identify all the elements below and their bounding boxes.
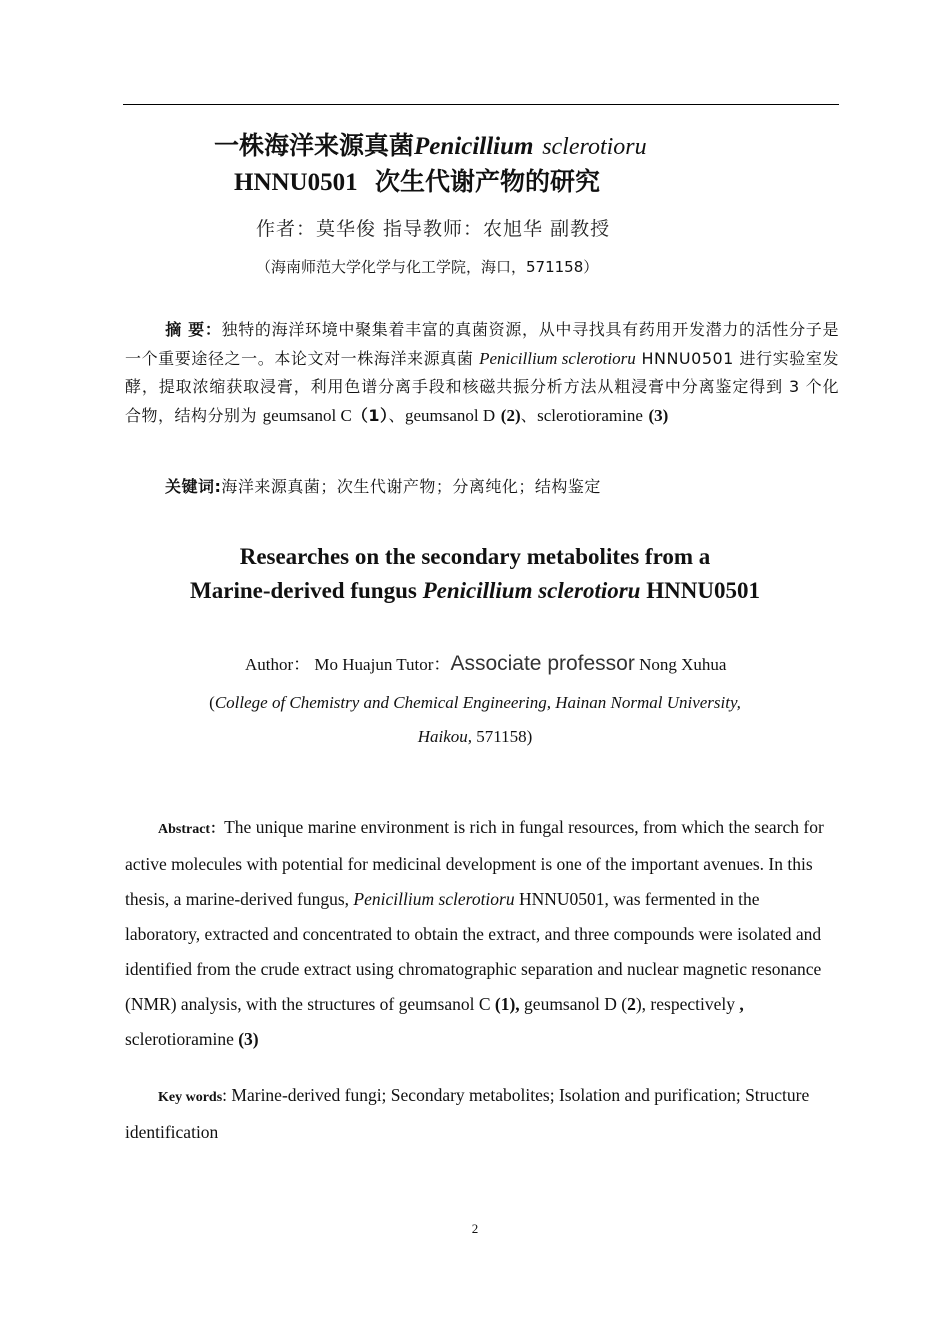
keywords-cn-text: 海洋来源真菌；次生代谢产物；分离纯化；结构鉴定 xyxy=(221,477,601,496)
abstract-en xyxy=(125,810,839,1057)
abstract-cn-species: Penicillium sclerotioru xyxy=(479,348,636,368)
header-rule xyxy=(123,104,839,105)
page-number: 2 xyxy=(471,1221,479,1236)
compound-3-num: (3) xyxy=(238,1029,259,1049)
abstract-en-species: Penicillium sclerotioru xyxy=(353,889,515,909)
compound-1: geumsanol C xyxy=(262,405,352,425)
author-en xyxy=(245,650,726,676)
title-cn-text2: 次生代谢产物的研究 xyxy=(375,167,601,196)
affiliation-en-city: Haikou, xyxy=(417,727,472,746)
compound-1-num: （1） xyxy=(351,405,389,425)
sep: 、 xyxy=(388,405,405,425)
title-cn-species: Penicillium xyxy=(414,133,534,160)
keywords-cn xyxy=(165,474,601,497)
keywords-en xyxy=(125,1078,839,1150)
keywords-en-label: Key words xyxy=(158,1090,223,1105)
author-en-text: Author： Mo Huajun Tutor： xyxy=(245,655,451,674)
paren: ( xyxy=(209,693,215,712)
compound-3-num: (3) xyxy=(648,405,669,425)
compound-2: geumsanol D xyxy=(405,405,496,425)
abstract-cn-text1: 独特的海洋环境中聚集着丰富的真菌资源，从中寻找具有药用开发潜力的活性分子是一个重要途径之一。本论文对一株海洋来源真菌 xyxy=(125,320,839,368)
abstract-en-text: sclerotioramine xyxy=(125,1029,239,1049)
compound-3: sclerotioramine xyxy=(537,405,643,425)
title-en-line2 xyxy=(0,574,950,608)
title-en-text: Marine-derived fungus xyxy=(190,578,423,603)
title-cn-strain: HNNU0501 xyxy=(234,169,358,196)
tutor-title: Associate professor xyxy=(450,652,635,675)
title-en-strain: HNNU0501 xyxy=(640,578,760,603)
title-cn-text: 一株海洋来源真菌 xyxy=(214,131,415,160)
title-cn-species2: sclerotioru xyxy=(542,134,647,160)
title-en xyxy=(0,540,950,608)
abstract-en-label: Abstract： xyxy=(158,822,225,837)
sep: 、 xyxy=(520,405,538,425)
affiliation-en-zip: 571158) xyxy=(472,727,533,746)
author-cn: 作者：莫华俊 指导教师：农旭华 副教授 xyxy=(256,218,611,240)
comma: , xyxy=(739,994,744,1014)
affiliation-en xyxy=(0,686,950,754)
keywords-en-text: : Marine-derived fungi; Secondary metabolites; Isolation and purification; Structure identification xyxy=(125,1085,810,1142)
affiliation-en-line1: College of Chemistry and Chemical Engineering, Hainan Normal University, xyxy=(214,693,741,712)
compound-1-num: (1), xyxy=(494,994,520,1014)
title-cn-line1 xyxy=(214,128,647,165)
abstract-en-text: The unique marine environment is rich in fungal resources, from which the search for active molecules with potential for medicinal development is one of the important avenues. In this thesis, a marine-derived fungus, xyxy=(125,817,824,909)
abstract-cn-text2: HNNU0501 进行实验室发酵，提取浓缩获取浸膏，利用色谱分离手段和核磁共振分析方法从粗浸膏中分离鉴定得到 3 个化合物，结构分别为 xyxy=(125,348,839,425)
abstract-en-text: ), respectively xyxy=(635,994,740,1014)
compound-2-num: 2 xyxy=(627,994,636,1014)
abstract-cn-label: 摘 要： xyxy=(165,320,222,339)
abstract-cn xyxy=(125,316,839,430)
tutor-name: Nong Xuhua xyxy=(634,655,727,674)
keywords-cn-label: 关键词: xyxy=(165,477,222,496)
affiliation-cn: （海南师范大学化学与化工学院，海口，571158） xyxy=(256,258,599,276)
title-cn-line2 xyxy=(234,164,600,201)
abstract-en-text: geumsanol D ( xyxy=(519,994,628,1014)
title-en-species: Penicillium sclerotioru xyxy=(422,578,641,603)
abstract-en-text: HNNU0501, was fermented in the laboratory, extracted and concentrated to obtain the extract, and three compounds were isolated and identified from the crude extract using chromatographic separation and nuclear magnetic resonance (NMR) analysis, with the structures of geumsanol C xyxy=(125,889,822,1014)
title-en-line1: Researches on the secondary metabolites from a xyxy=(239,544,711,569)
compound-2-num: (2) xyxy=(500,405,521,425)
